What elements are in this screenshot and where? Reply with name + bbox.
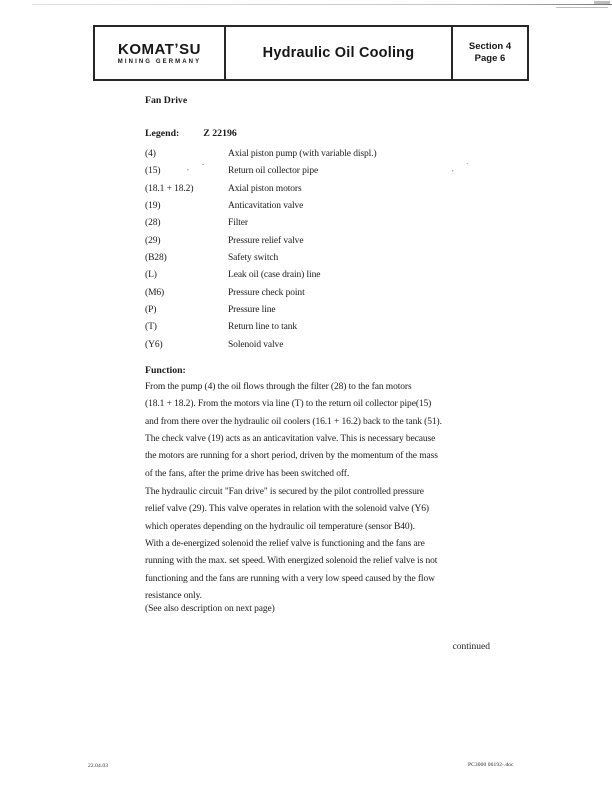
- paragraph-line: and from there over the hydraulic oil coolers (16.1 + 16.2) back to the tank (51).: [145, 416, 442, 427]
- legend-drawing-ref: Z 22196: [203, 128, 237, 139]
- page-header-table: [93, 25, 529, 81]
- legend-item-key: (B28): [145, 253, 167, 264]
- legend-item: [145, 198, 495, 215]
- legend-item-description: Pressure check point: [228, 287, 305, 298]
- legend-item-description: Safety switch: [228, 253, 279, 264]
- legend-item-description: Solenoid valve: [228, 339, 284, 350]
- legend-item-description: Pressure line: [228, 305, 276, 316]
- function-paragraph-1: [145, 379, 497, 483]
- legend-item: [145, 215, 495, 232]
- scan-speck: -: [202, 160, 205, 168]
- fan-drive-heading: Fan Drive: [145, 95, 188, 106]
- paragraph-line: which operates depending on the hydraulic oil temperature (sensor B40).: [145, 521, 415, 532]
- legend-item-key: (Y6): [145, 339, 163, 350]
- legend-item: [145, 233, 495, 250]
- section-label: Section 4: [468, 41, 512, 52]
- legend-item-key: (29): [145, 235, 161, 246]
- legend-item-description: Leak oil (case drain) line: [228, 270, 321, 281]
- paragraph-line: the motors are running for a short period, driven by the momentum of the mass: [145, 451, 438, 462]
- legend-list: [145, 146, 495, 354]
- legend-item: [145, 302, 495, 319]
- legend-item-key: (19): [145, 201, 161, 212]
- legend-item-key: (15): [145, 166, 161, 177]
- scan-speck: ,: [187, 164, 189, 172]
- legend-item-description: Axial piston pump (with variable displ.): [228, 149, 377, 159]
- page-title: Hydraulic Oil Cooling: [262, 45, 415, 61]
- paragraph-line: With a de-energized solenoid the relief valve is functioning and the fans are: [145, 539, 425, 550]
- legend-item-key: (P): [145, 305, 157, 316]
- legend-item-description: Return line to tank: [228, 322, 298, 333]
- legend-item: [145, 181, 495, 198]
- legend-item-key: (28): [145, 218, 161, 229]
- legend-item-description: Pressure relief valve: [228, 235, 304, 246]
- legend-item-description: Return oil collector pipe: [228, 166, 319, 177]
- see-also-note: (See also description on next page): [145, 604, 275, 614]
- komatsu-logo-wordmark: KOMATʼSU: [118, 40, 201, 58]
- legend-item-key: (L): [145, 270, 157, 281]
- legend-item-key: (T): [145, 322, 157, 333]
- legend-item: [145, 267, 495, 284]
- paragraph-line: (18.1 + 18.2). From the motors via line (T) to the return oil collector pipe(15): [145, 399, 432, 410]
- legend-item: [145, 146, 495, 163]
- paragraph-line: of the fans, after the prime drive has been switched off.: [145, 468, 350, 479]
- scan-artifact-corner: [594, 1, 610, 4]
- footer-date: 22.04.03: [88, 763, 109, 769]
- scan-speck: ,: [452, 165, 454, 173]
- function-heading: Function:: [145, 365, 186, 376]
- paragraph-line: From the pump (4) the oil flows through the filter (28) to the fan motors: [145, 382, 412, 392]
- footer-doc-name: PC3000 06192-.doc: [468, 762, 514, 768]
- legend-item-description: Filter: [228, 218, 248, 229]
- paragraph-line: The hydraulic circuit "Fan drive" is secured by the pilot controlled pressure: [145, 487, 424, 497]
- paragraph-line: running with the max. set speed. With energized solenoid the relief valve is not: [145, 556, 438, 567]
- scan-artifact-top-line: [32, 4, 612, 5]
- scan-artifact-top-line-2: [556, 7, 608, 8]
- legend-item: [145, 160, 495, 180]
- legend-heading: [145, 128, 237, 140]
- function-paragraph-2: [145, 484, 497, 605]
- paragraph-line: resistance only.: [145, 591, 202, 602]
- legend-label: Legend:: [145, 128, 180, 139]
- legend-item: [145, 250, 495, 267]
- paragraph-line: relief valve (29). This valve operates in relation with the solenoid valve (Y6): [145, 504, 429, 515]
- legend-item-key: (4): [145, 149, 156, 159]
- paragraph-line: The check valve (19) acts as an anticavitation valve. This is necessary because: [145, 434, 436, 445]
- komatsu-logo: [95, 27, 226, 79]
- legend-item-description: Axial piston motors: [228, 183, 302, 194]
- komatsu-logo-subtitle: MINING GERMANY: [117, 58, 202, 65]
- legend-item: [145, 285, 495, 302]
- paragraph-line: functioning and the fans are running with a very low speed caused by the flow: [145, 573, 435, 584]
- page-number-label: Page 6: [474, 53, 506, 64]
- scan-speck: ·: [466, 160, 469, 168]
- legend-item-description: Anticavitation valve: [228, 201, 304, 212]
- legend-item-key: (18.1 + 18.2): [145, 183, 194, 194]
- legend-item: [145, 337, 495, 354]
- header-section-cell: [453, 27, 527, 79]
- header-title-cell: [226, 27, 453, 79]
- continued-label: continued: [452, 642, 490, 652]
- legend-item: [145, 319, 495, 336]
- legend-item-key: (M6): [145, 287, 165, 298]
